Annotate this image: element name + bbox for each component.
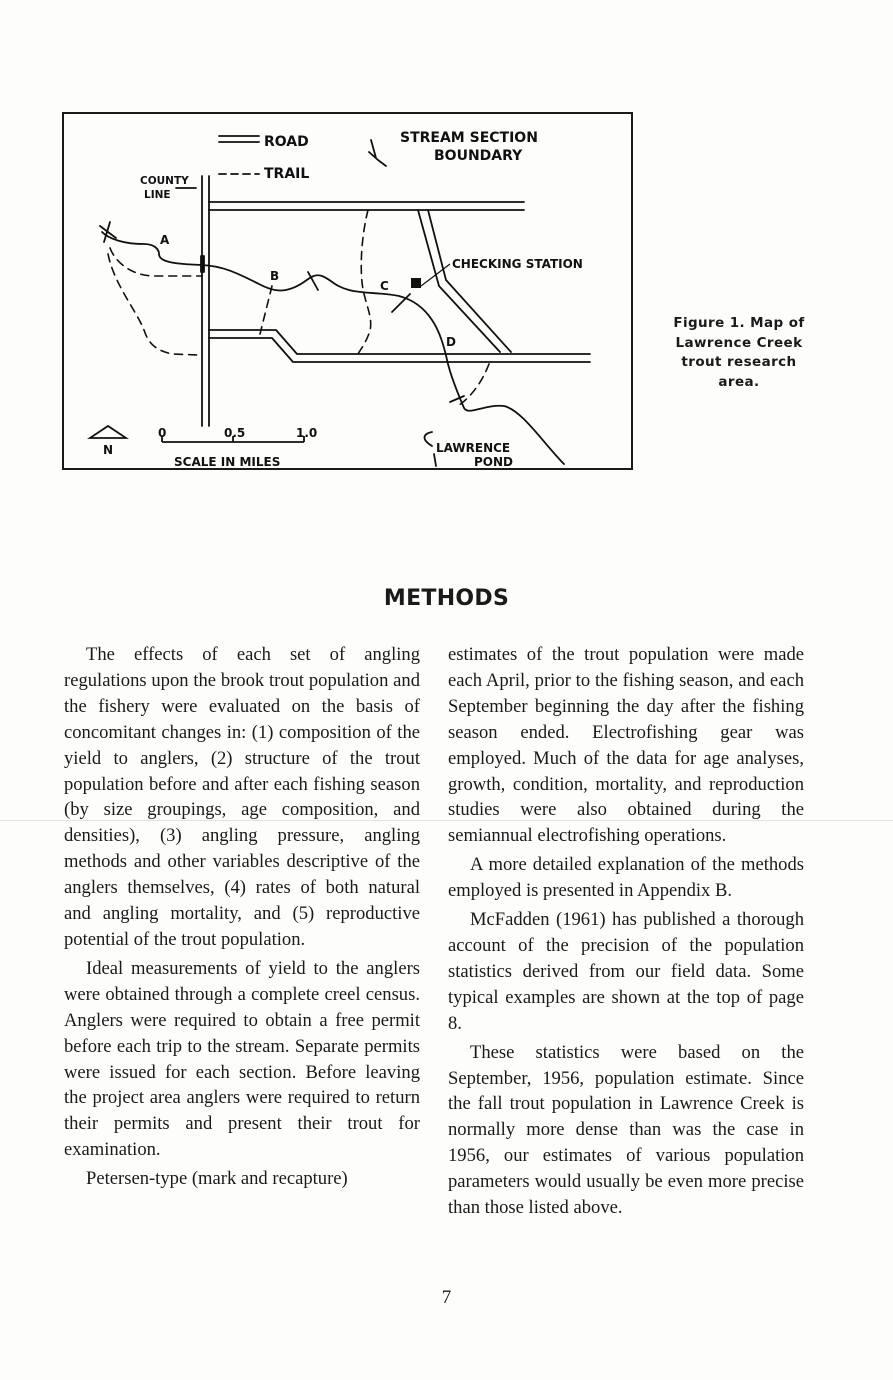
- map-drawing: [64, 114, 631, 468]
- figure-caption: Figure 1. Map of Lawrence Creek trout research area.: [673, 315, 805, 390]
- checking-station-marker: [411, 278, 421, 288]
- checking-station-label: CHECKING STATION: [452, 257, 583, 271]
- pond-label-line2: POND: [474, 455, 513, 468]
- scale-label: SCALE IN MILES: [174, 455, 281, 468]
- county-label-line1: COUNTY: [140, 175, 189, 187]
- trail-b: [260, 286, 272, 334]
- paragraph: estimates of the trout population were made each April, prior to the fishing season, and each September beginning the day after the fishing season ended. Electrofishing gear was employed. Much of the data for age analyses, growth, condition, mortality, and reproduction studies were also obtained during the semiannual electrofishing operations.: [448, 644, 804, 847]
- legend-boundary-symbol: [369, 140, 386, 166]
- county-label-line2: LINE: [144, 189, 171, 201]
- left-column: [64, 642, 420, 1195]
- legend-boundary-line1: STREAM SECTION: [400, 130, 538, 146]
- section-label-b: B: [270, 269, 280, 283]
- pond-label-line1: LAWRENCE: [436, 441, 511, 455]
- right-column: [448, 642, 804, 1224]
- figure-map: [62, 112, 633, 470]
- page-number: 7: [441, 1287, 452, 1308]
- paragraph: These statistics were based on the September, 1956, population estimate. Since the fall trout population in Lawrence Creek is normally more dense than was the case in 1956, our estimates of various population parameters would usually be even more precise than those listed above.: [448, 1041, 804, 1219]
- scale-tick-0: 0: [158, 426, 167, 440]
- lower-road: [209, 330, 590, 354]
- paragraph: Ideal measurements of yield to the anglers were obtained through a complete creel census. Anglers were required to obtain a free permit before each trip to the stream. Separate permits were issued for each section. Before leaving the project area anglers were required to return their permits and present their trout for examination.: [64, 957, 420, 1161]
- section-label-c: C: [380, 279, 389, 293]
- north-arrow-icon: [90, 426, 126, 438]
- legend-trail-label: TRAIL: [264, 166, 310, 182]
- trail-a: [110, 248, 202, 276]
- trail-west: [108, 254, 198, 355]
- pond-outline: [425, 432, 433, 446]
- trail-c: [358, 210, 371, 354]
- trail-d: [458, 364, 489, 406]
- scan-line: [0, 820, 893, 821]
- paragraph: McFadden (1961) has published a thorough account of the precision of the population statistics derived from our field data. Some typical examples are shown at the top of page 8.: [448, 909, 804, 1034]
- paragraph: A more detailed explanation of the methods employed is presented in Appendix B.: [448, 854, 804, 902]
- section-heading: METHODS: [383, 586, 510, 611]
- scale-tick-1: 1.0: [296, 426, 318, 440]
- paragraph: Petersen-type (mark and recapture): [86, 1168, 348, 1190]
- legend-road-label: ROAD: [264, 134, 309, 150]
- section-label-a: A: [160, 233, 170, 247]
- legend-boundary-line2: BOUNDARY: [434, 148, 523, 164]
- section-label-d: D: [446, 335, 456, 349]
- scale-tick-05: 0.5: [224, 426, 246, 440]
- paragraph: The effects of each set of angling regulations upon the brook trout population and the fishery were evaluated on the basis of concomitant changes in: (1) composition of the yield to anglers, (2) structure of the trout population before and after each fishing season (by size groupings, age composition, and densities), (3) angling pressure, angling methods and other variables descriptive of the anglers themselves, (4) rates of both natural and angling mortality, and (5) reproductive potential of the trout population.: [64, 644, 420, 950]
- north-label: N: [103, 443, 114, 457]
- diagonal-road: [418, 210, 500, 352]
